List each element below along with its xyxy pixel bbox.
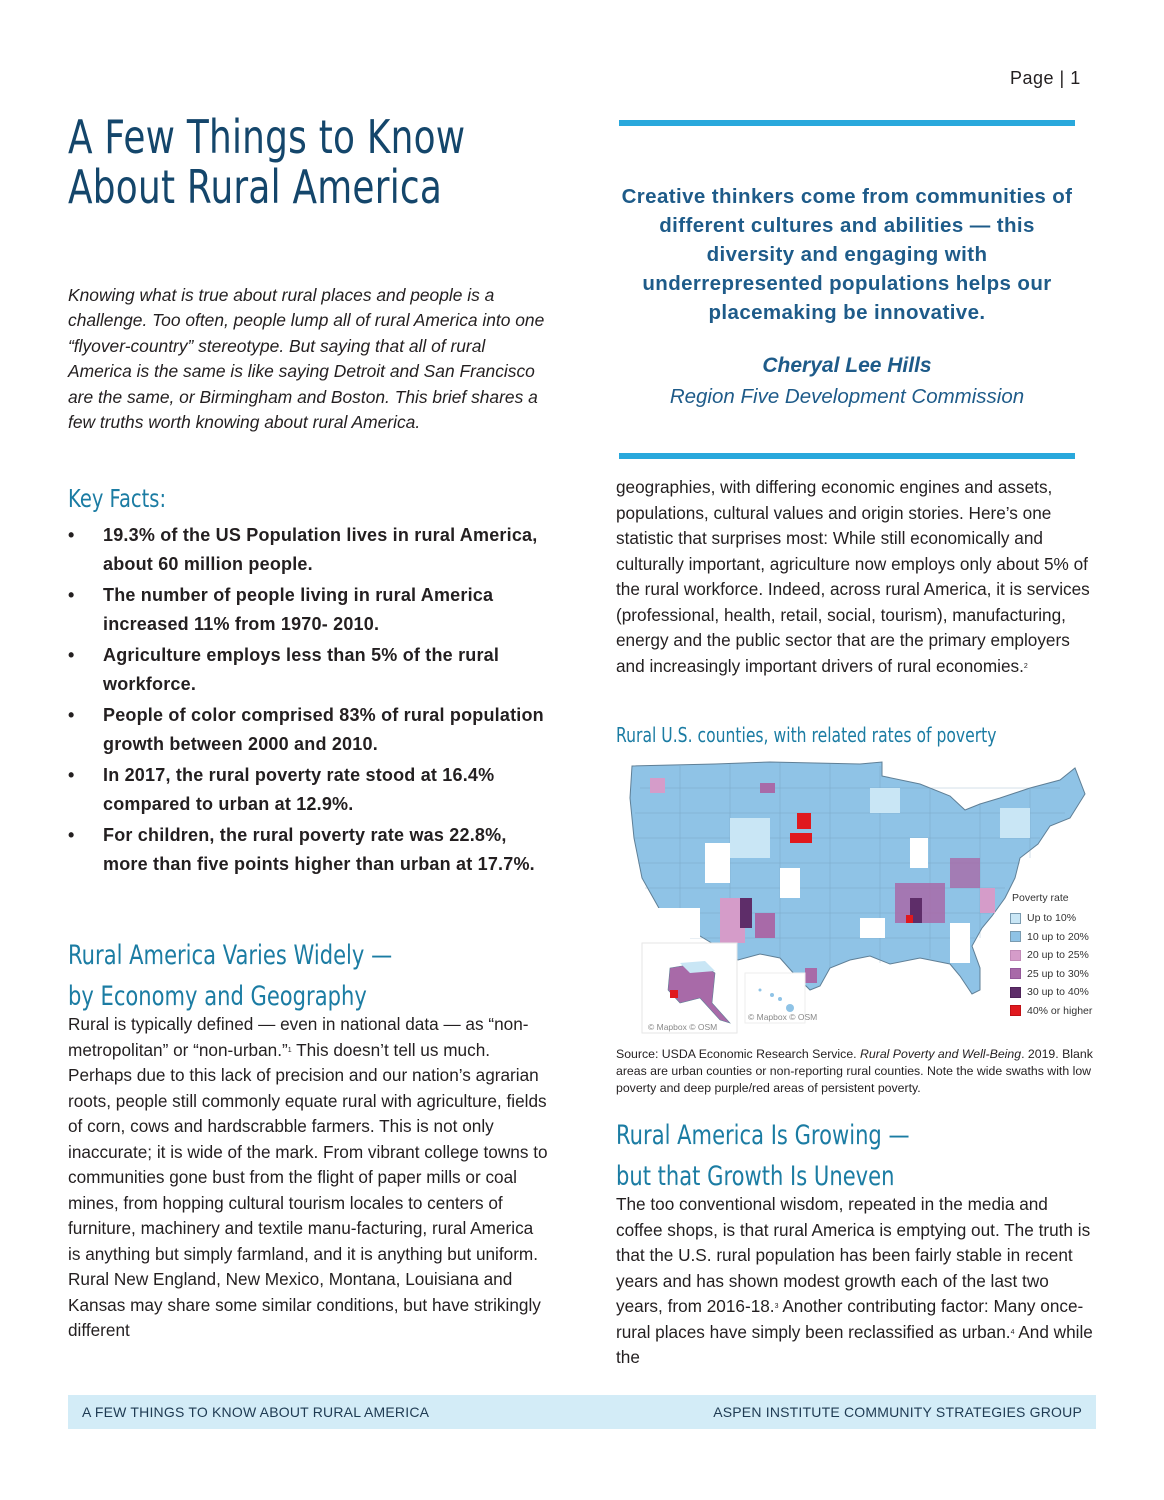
pull-quote: Creative thinkers come from communities of different cultures and abilities — this diversity and engaging with underrepresented populations helps our placemaking be innovative. bbox=[621, 185, 1073, 324]
fact-item: • People of color comprised 83% of rural population growth between 2000 and 2010. bbox=[68, 701, 548, 758]
legend-swatch bbox=[1010, 987, 1021, 998]
legend-item: 40% or higher bbox=[1010, 1002, 1092, 1021]
quote-author: Cheryal Lee Hills bbox=[762, 354, 932, 377]
bullet-icon: • bbox=[68, 645, 75, 665]
mapbox-credit-hawaii: © Mapbox © OSM bbox=[748, 1012, 818, 1022]
varies-heading: Rural America Varies Widely — by Economy and Geography bbox=[68, 940, 393, 1012]
legend-item: Up to 10% bbox=[1010, 909, 1092, 928]
legend-title: Poverty rate bbox=[1012, 892, 1069, 904]
footer-organization: ASPEN INSTITUTE COMMUNITY STRATEGIES GROUP bbox=[713, 1404, 1082, 1420]
map-legend bbox=[1010, 892, 1092, 1020]
legend-item: 25 up to 30% bbox=[1010, 965, 1092, 984]
page-number: Page | 1 bbox=[1010, 68, 1081, 88]
footnote-ref[interactable]: 3 bbox=[774, 1303, 779, 1310]
footnote-ref[interactable]: 2 bbox=[1023, 662, 1028, 670]
page-footer bbox=[68, 1395, 1096, 1429]
varies-paragraph: Rural is typically defined — even in national data — as “non-metropolitan” or “non-urban.”$^1$ This doesn’t tell us much. Perhaps due to this lack of precision and our nation’s agrarian roots, people still commonly equate rural with agriculture, fields of corn, cows and hardscrabble farmers. This is not only inaccurate; it is wide of the mark. From vibrant college towns to communities gone bust from the flight of paper mills or coal mines, from hopping cultural tourism locales to centers of furniture, machinery and textile manu-facturing, rural America is anything but simply farmland, and it is anything but uniform. Rural New England, New Mexico, Montana, Louisiana and Kansas may share some similar conditions, but have strikingly different bbox=[68, 1014, 548, 1340]
legend-item: 10 up to 20% bbox=[1010, 928, 1092, 947]
bullet-icon: • bbox=[68, 525, 75, 545]
map-title: Rural U.S. counties, with related rates of poverty bbox=[616, 723, 997, 747]
continuation-paragraph: geographies, with differing economic engines and assets, populations, cultural values and origin stories. Here’s one statistic that surprises most: While still economically and culturally important, agriculture now employs only about 5% of the rural workforce. Indeed, across rural America, it is services (professional, health, retail, social, tourism), manufacturing, energy and the public sector that are the primary employers and increasingly important drivers of rural economies.$^2$ bbox=[616, 477, 1090, 676]
fact-item: • 19.3% of the US Population lives in rural America, about 60 million people. bbox=[68, 521, 548, 578]
footnote-ref[interactable]: 4 bbox=[1010, 1328, 1015, 1336]
legend-swatch bbox=[1010, 968, 1021, 979]
footnote-ref[interactable]: 1 bbox=[287, 1046, 292, 1054]
fact-item: • For children, the rural poverty rate was 22.8%, more than five points higher than urban at 17.7%. bbox=[68, 821, 548, 878]
legend-swatch bbox=[1010, 931, 1021, 942]
bullet-icon: • bbox=[68, 765, 75, 785]
title-line-2: About Rural America bbox=[68, 160, 443, 214]
key-facts-list bbox=[68, 521, 548, 881]
mapbox-credit-alaska: © Mapbox © OSM bbox=[648, 1022, 718, 1032]
page-title bbox=[68, 112, 474, 212]
legend-item: 30 up to 40% bbox=[1010, 983, 1092, 1002]
fact-item: • The number of people living in rural America increased 11% from 1970- 2010. bbox=[68, 581, 548, 638]
bullet-icon: • bbox=[68, 585, 75, 605]
publication-title: Rural Poverty and Well-Being bbox=[860, 1047, 1022, 1061]
quote-rule-bottom bbox=[619, 453, 1075, 459]
legend-swatch bbox=[1010, 913, 1021, 924]
quote-rule-top bbox=[619, 120, 1075, 126]
growing-paragraph: The too conventional wisdom, repeated in the media and coffee shops, is that rural America is emptying out. The truth is that the U.S. rural population has been fairly stable in recent years and has shown modest growth each of the last two years, from 2016-18.$^3$ Another contributing factor: Many once-rural places have simply been reclassified as urban.$^4$ And while the bbox=[616, 1194, 1093, 1367]
legend-swatch bbox=[1010, 1005, 1021, 1016]
map-caption: Source: USDA Economic Research Service. Rural Poverty and Well-Being. 2019. Blank areas are urban counties or non-reporting rural counties. Note the wide swaths with low poverty and deep purple/red areas of persistent poverty. bbox=[616, 1047, 1093, 1095]
intro-paragraph: Knowing what is true about rural places and people is a challenge. Too often, people lump all of rural America into one “flyover-country” stereotype. But saying that all of rural America is the same is like saying Detroit and San Francisco are the same, or Birmingham and Boston. This brief shares a few truths worth knowing about rural America. bbox=[68, 285, 545, 433]
legend-swatch bbox=[1010, 950, 1021, 961]
bullet-icon: • bbox=[68, 825, 75, 845]
legend-item: 20 up to 25% bbox=[1010, 946, 1092, 965]
title-line-1: A Few Things to Know bbox=[68, 110, 466, 164]
bullet-icon: • bbox=[68, 705, 75, 725]
key-facts-heading: Key Facts: bbox=[68, 484, 167, 513]
footer-doc-title: A FEW THINGS TO KNOW ABOUT RURAL AMERICA bbox=[82, 1404, 430, 1420]
fact-item: • Agriculture employs less than 5% of the rural workforce. bbox=[68, 641, 548, 698]
fact-item: • In 2017, the rural poverty rate stood at 16.4% compared to urban at 12.9%. bbox=[68, 761, 548, 818]
quote-organization: Region Five Development Commission bbox=[669, 385, 1025, 408]
growing-heading: Rural America Is Growing — but that Growth Is Uneven bbox=[616, 1120, 910, 1192]
